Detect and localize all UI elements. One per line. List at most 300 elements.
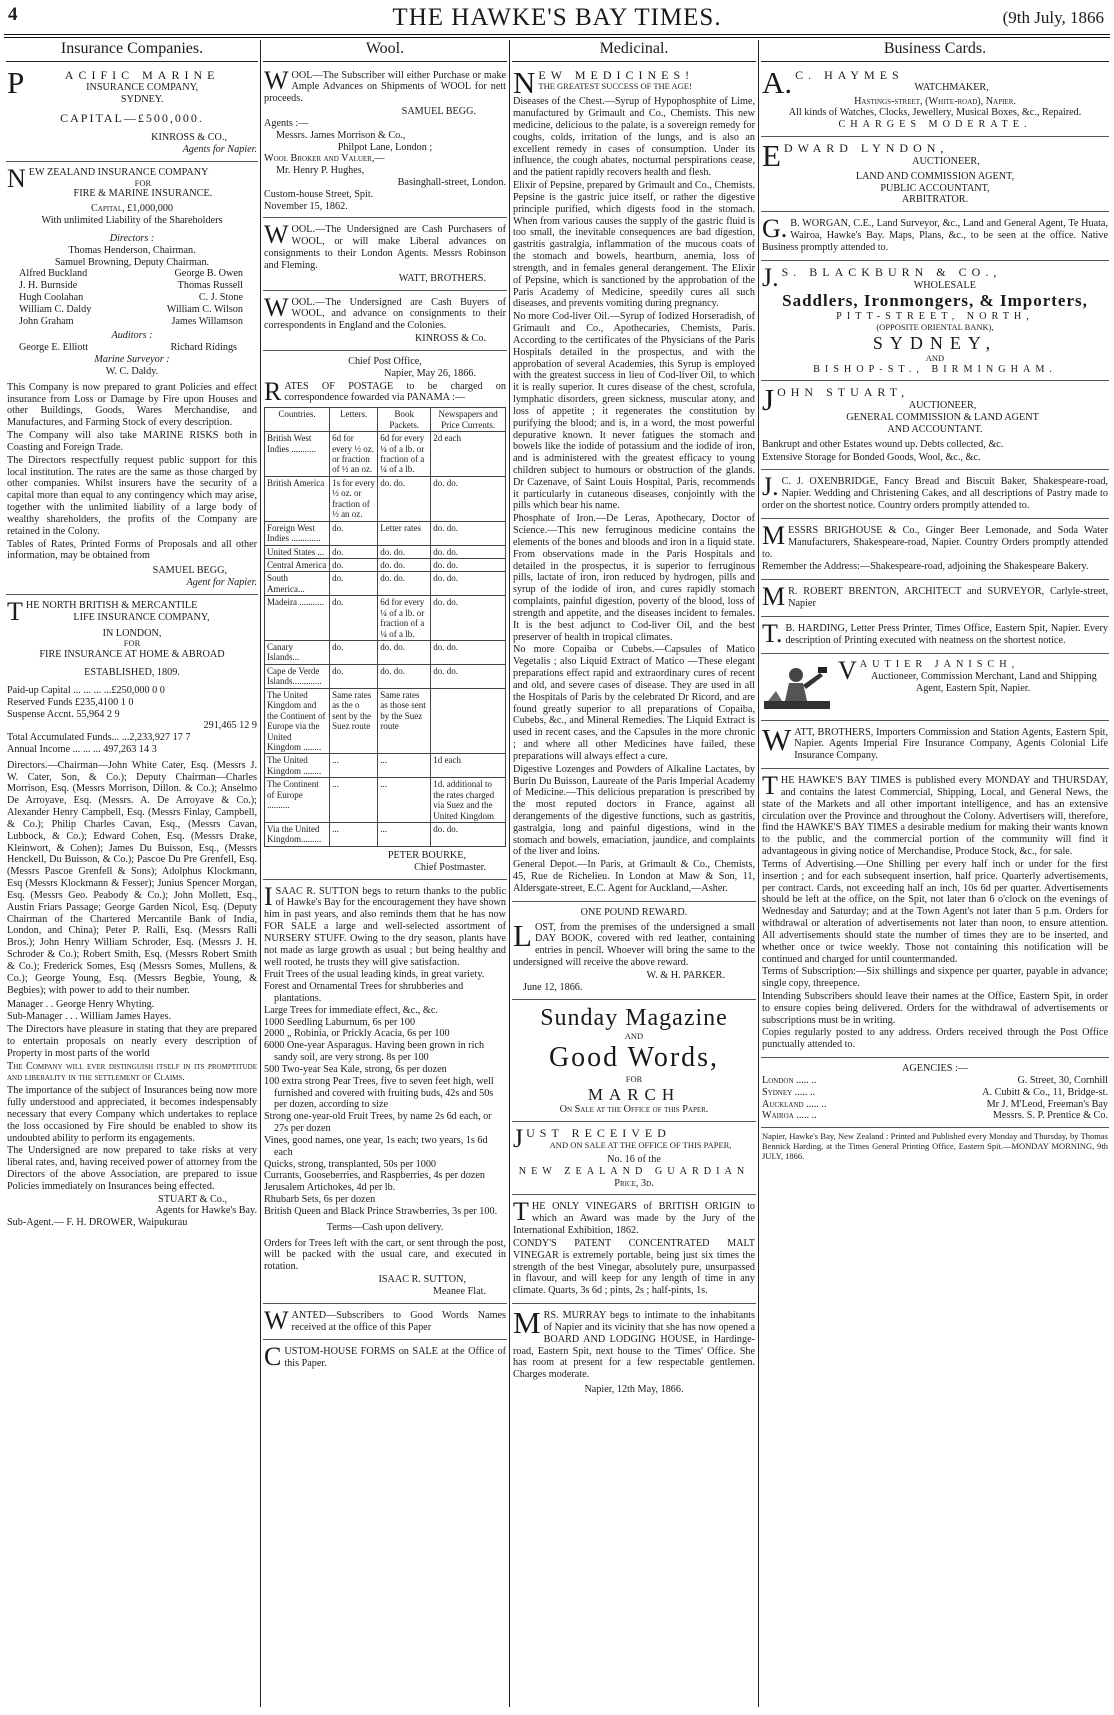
ad-murray-lodging	[512, 1306, 756, 1401]
ad-line: FIRE & MARINE INSURANCE.	[73, 188, 213, 200]
table-row	[265, 558, 506, 571]
table-cell: Madeira ...........	[265, 596, 330, 641]
ad-paragraph: SAAC R. SUTTON begs to return thanks to the public of Hawke's Bay for the encouragement they have shown him in past years, and also reminds them that he has now FOR SALE a large and well-selected assortment of NURSERY STUFF. Owing to the dry season, plants have not made as large growth as usual ; but being healthy and well rooted, he trusts they will give satisfaction.	[264, 885, 506, 968]
list-item: Vines, good names, one year, 1s each; two years, 1s 6d each	[264, 1134, 488, 1158]
table-cell: Letter rates	[378, 521, 431, 545]
drop-cap: J.	[762, 472, 779, 502]
ad-paragraph: Intending Subscribers should leave their names at the Office, Eastern Spit, in order to ensure copies being delivered. Orders for the withdrawal of advertisements or subscriptions must be in writing.	[762, 990, 1108, 1026]
drop-cap: C	[264, 1342, 282, 1372]
ad-paragraph: USTOM-HOUSE FORMS on SALE at the Office of this Paper.	[284, 1346, 506, 1370]
ad-paragraph: Phosphate of Iron.—De Leras, Apothecary, Doctor of Science.—This new ferruginous medicine contains the elements of the bones and bloods and iron in a liquid state. From observations made in the Paris Hospitals and detailed in the prospectus, it is superior to ferruginous pills, lactate of iron, iron reduced by hydrogen, pills and syrup of the iodide of iron, and cures rapidly stomach complaints, painful digestion, poverty of the blood, loss of strength and appetite, and the diseases incident to females. It is the best adjunct to Cod-liver Oil, and the best preserver of health in tropical climates.	[513, 513, 755, 643]
table-cell: Cape de Verde Islands.............	[265, 664, 330, 688]
agency-row	[762, 1075, 1108, 1087]
ad-line: FIRE INSURANCE AT HOME & ABROAD	[39, 649, 225, 661]
director-name: Thomas Russell	[177, 280, 243, 292]
ad-paragraph: OOL—The Subscriber will either Purchase or make Ample Advances on Shipments of WOOL for nett proceeds.	[264, 69, 506, 105]
list-item: Large Trees for immediate effect, &c., &c.	[264, 1004, 438, 1016]
table-cell: ...	[330, 778, 378, 823]
table-row	[265, 754, 506, 778]
list-item: Quicks, strong, transplanted, 50s per 1000	[264, 1158, 437, 1170]
ad-paragraph: B. WORGAN, C.E., Land Surveyor, &c., Land and General Agent, Te Huata, Wairoa, Hawke's Bay. Maps, Plans, &c., to be seen at the office. Native Business promptly attended to.	[762, 218, 1108, 253]
ad-city: SYDNEY,	[872, 332, 998, 353]
section-heading: Insurance Companies.	[6, 40, 258, 62]
ad-paragraph: The Directors respectfully request public support for this local institution. The rates are the same as those charged by other companies. Whilst insurers have the security of a capital more than equal to any contingency which may arise, together with the unlimited liability of a large body of wealthy shareholders, the profits of the Company are retained in the Colony.	[7, 454, 257, 537]
ad-line: Thomas Henderson, Chairman.	[68, 244, 196, 256]
table-cell: 6d for every ¼ of a lb. or fraction of a ¼ of a lb.	[378, 432, 431, 477]
ad-line: All kinds of Watches, Clocks, Jewellery, Musical Boxes, &c., Repaired.	[788, 107, 1082, 119]
ad-line: NEW ZEALAND GUARDIAN	[518, 1165, 750, 1177]
ad-signature: Meanee Flat.	[432, 1285, 486, 1297]
page-header	[0, 0, 1114, 34]
ad-worgan	[761, 214, 1109, 260]
ad-paragraph: HE HAWKE'S BAY TIMES is published every MONDAY and THURSDAY, and contains the latest Commercial, Shipping, Local, and General News, the state of the Markets and all other important intelligence, and has an extensive circulation over the Province and throughout the Colony. Advertisers will, therefore, find the HAWKE'S BAY TIMES a desirable medium for making their wants known to the public, and the commercial portion of the community will find it advantageous in giving notice of Merchandise, Produce Stock, &c., for sale.	[762, 775, 1108, 858]
list-item: 500 Two-year Sea Kale, strong, 6s per dozen	[264, 1063, 447, 1075]
ad-oxenbridge	[761, 472, 1109, 518]
ad-brighouse	[761, 521, 1109, 580]
ad-wool-begg	[263, 66, 507, 219]
table-cell: do. do.	[378, 641, 431, 665]
ad-line: Samuel Browning, Deputy Chairman.	[54, 256, 210, 268]
column-divider	[509, 40, 510, 1707]
table-cell: Via the United Kingdom.........	[265, 823, 330, 847]
agency-agent: A. Cubitt & Co., 11, Bridge-st.	[982, 1086, 1108, 1098]
director-name: Hugh Coolahan	[19, 291, 84, 303]
ad-signature: Agents for Napier.	[182, 143, 257, 155]
ad-line: Chief Post Office,	[348, 355, 422, 367]
table-cell: British West Indies ...........	[265, 432, 330, 477]
finance-line: Total Accumulated Funds... ...2,233,927 17 7	[7, 732, 191, 744]
table-cell: The United Kingdom and the Continent of Europe via the United Kingdom ........	[265, 688, 330, 754]
section-heading: Medicinal.	[512, 40, 756, 62]
ad-postage-rates	[263, 353, 507, 880]
ad-heading: AUTIER JANISCH,	[859, 658, 1020, 670]
ad-paragraph: Auctioneer, Commission Merchant, Land and Shipping Agent, Eastern Spit, Napier.	[871, 671, 1097, 695]
drop-cap: W	[264, 220, 289, 250]
issue-date: (9th July, 1866	[1002, 8, 1104, 27]
ad-line: ESTABLISHED, 1809.	[84, 667, 180, 679]
page-number: 4	[8, 4, 18, 25]
ad-nz-insurance	[6, 164, 258, 595]
ad-line: Price, 3d.	[614, 1177, 654, 1189]
list-item: 1000 Seedling Laburnum, 6s per 100	[264, 1016, 416, 1028]
drop-cap: G.	[762, 214, 788, 244]
director-name: C. J. Stone	[198, 291, 243, 303]
ad-line: Messrs. James Morrison & Co.,	[276, 129, 406, 141]
ad-paragraph: Copies regularly posted to any address. Orders received through the Post Office punctually attended to.	[762, 1027, 1108, 1051]
ad-lyndon	[761, 139, 1109, 212]
ad-signature: ISAAC R. SUTTON,	[378, 1274, 466, 1286]
ad-line: PITT-STREET, NORTH,	[836, 311, 1034, 323]
finance-line: Paid-up Capital ... ... ... ...£250,000 0 0	[7, 684, 165, 696]
header-rule	[4, 34, 1110, 35]
table-cell: do.	[330, 641, 378, 665]
ad-heading: S. BLACKBURN & CO.,	[781, 264, 1002, 279]
table-row	[265, 572, 506, 596]
ad-line: Mr. Henry P. Hughes,	[276, 165, 365, 177]
list-item: Currants, Gooseberries, and Raspberries, 4s per dozen	[264, 1170, 485, 1182]
ad-line: Napier, May 26, 1866.	[384, 367, 476, 379]
ad-signature: Sub-Agent.— F. H. DROWER, Waipukurau	[7, 1217, 188, 1229]
ad-heading: DWARD LYNDON,	[783, 141, 949, 156]
table-row	[265, 664, 506, 688]
table-cell: ...	[378, 823, 431, 847]
director-name: George B. Owen	[174, 268, 243, 280]
table-cell: ...	[378, 778, 431, 823]
table-cell: Same rates as those sent by the Suez route	[378, 688, 431, 754]
ad-paragraph: Directors.—Chairman—John White Cater, Esq. (Messrs J. W. Cater, Son, & Co.); Deputy Chairman—Charles Morrison, Esq. (Messrs Morrison, Dillon. & Co.); Anselmo De Arroyave, Esq. (Messrs. A. De Arroyave & Co.); Alexander Henry Campbell, Esq. (Messrs Finlay, Campbell, & Co.); Philip Charles Cavan, Esq., (Messrs Cavan, Lubbock, & Co.); Edward Cohen, Esq. (Messrs Drake, Kleinwort, & Cohen); James Du Buisson, Esq., (Messrs Henckell, Du Buisson, & Co.); Pascoe Du Pre Grenfell, Esq. (Messrs Pascoe Grenfell & Sons); Adolphus Klockmann, Esq (Messrs Klockmann & Fesser); Junius Spencer Morgan, Esq. (Messrs Geo. Peabody & Co.); John Mollett, Esq., Austin Friars Passage; George Garden Nicol, Esq. (Deputy Chairman of the Chartered Mercantile Bank of India, London, and China); Peter P. Ralli, Esq. (Messrs Ralli Bros.); John Henry William Schroder, Esq. (Messrs J. H. Schroder & Co.); Robert Smith, Esq. (Messrs Robert Smith & Co.); Frederick Somes, Esq (Messrs Somes, Mullens, & Co.); George Young, Esq. (Messrs Begbie, Young, & Begbies); with power to add to their number.	[7, 759, 257, 996]
ad-paragraph: Extensive Storage for Bonded Goods, Wool, &c., &c.	[762, 451, 981, 463]
table-cell: do.	[330, 558, 378, 571]
ad-paragraph: OST, from the premises of the undersigned a small DAY BOOK, covered with red leather, containing entries in pencil. Whoever will bring the same to the undersigned will receive the above reward.	[513, 921, 755, 969]
director-name: Alfred Buckland	[19, 268, 88, 280]
ad-paragraph: Orders for Trees left with the cart, or sent through the post, will be packed with the usual care, and executed in rotation.	[264, 1237, 506, 1273]
newspaper-title: THE HAWKE'S BAY TIMES.	[392, 4, 722, 31]
ad-paragraph: C. J. OXENBRIDGE, Fancy Bread and Biscuit Baker, Shakespeare-road, Napier. Wedding and Christening Cakes, and all descriptions of Pastry made to order on the shortest notice. Country orders promptly attended to.	[762, 476, 1108, 512]
drop-cap: T	[513, 1197, 529, 1227]
table-header: Book Packets.	[378, 408, 431, 432]
ad-line: Philpot Lane, London ;	[337, 141, 433, 153]
ad-vinegar	[512, 1197, 756, 1304]
ad-paragraph: ESSRS BRIGHOUSE & Co., Ginger Beer Lemonade, and Soda Water Manufacturers, Shakespeare-road, Napier. Country Orders promptly attended to.	[762, 524, 1108, 560]
section-heading: Wool.	[263, 40, 507, 62]
ad-wool-watt	[263, 220, 507, 290]
finance-line: Reserved Funds £235,4100 1 0	[7, 696, 134, 708]
ad-signature: Agents for Hawke's Bay.	[155, 1205, 257, 1217]
ad-heading: ACIFIC MARINE	[64, 67, 220, 82]
ad-signature: STUART & Co.,	[158, 1193, 227, 1205]
list-item: 6000 One-year Asparagus. Having been grown in rich sandy soil, are very strong. 8s per 100	[264, 1040, 485, 1064]
ad-paragraph: No more Copaiba or Cubebs.—Capsules of Matico Vegetalis ; also Liquid Extract of Matico —These elegant preparations effect rapid and extraordinary cures of recent and old, and severe cases of disease. They are used in all the Hospitals of Paris by the celebrated Dr Ricord, and are found greatly superior to all preparations of Copaiba, Cubebs, &c., and Mineral Remedies. The Liquid Extract is used in recent cases, and the Capsules in the more chronic ; and where all other Medicines have failed, these preparations will always effect a cure.	[513, 644, 755, 762]
ad-month: MARCH	[587, 1084, 681, 1104]
ad-paragraph: The importance of the subject of Insurances being now more fully understood and appreciated, it becomes indespensably necessary that every Company which undertakes to replace the loss occasioned by Fire should be enabled to show its undoubted ability to perform its engagements.	[7, 1085, 257, 1144]
ad-trade-line: Saddlers, Ironmongers, & Importers,	[782, 291, 1088, 311]
ad-line: W. C. Daldy.	[105, 365, 159, 377]
ad-signature: Agent for Napier.	[186, 577, 257, 589]
table-cell: Central America	[265, 558, 330, 571]
drop-cap: W	[264, 65, 289, 95]
magazine-title: Good Words,	[548, 1042, 720, 1074]
agency-agent: Messrs. S. P. Prentice & Co.	[992, 1110, 1108, 1122]
postage-table-body	[265, 432, 506, 847]
table-cell: do.	[330, 545, 378, 558]
drop-cap: T.	[762, 618, 783, 648]
ad-signature: PETER BOURKE,	[387, 849, 466, 861]
ad-heading: HE NORTH BRITISH & MERCANTILE	[25, 599, 198, 611]
table-cell: do. do.	[431, 664, 506, 688]
table-cell: do.	[330, 572, 378, 596]
list-item: Rhubarb Sets, 6s per dozen	[264, 1194, 376, 1206]
ad-line: AND	[925, 352, 945, 363]
auditor-name: George E. Elliott	[19, 342, 89, 354]
ad-line: IN LONDON,	[102, 627, 162, 639]
ad-wanted	[263, 1306, 507, 1341]
ad-line: WHOLESALE	[913, 279, 976, 291]
ad-pacific-marine	[6, 66, 258, 162]
ad-line: Capital, £1,000,000	[90, 203, 174, 215]
ad-line: THE GREATEST SUCCESS OF THE AGE!	[538, 81, 692, 92]
agency-rows	[762, 1075, 1108, 1122]
director-name: William C. Daldy	[19, 303, 92, 315]
finance-line: Suspense Accnt. 55,964 2 9	[7, 708, 120, 720]
drop-cap: N	[7, 163, 26, 193]
ad-haymes	[761, 66, 1109, 137]
drop-cap: W	[264, 1305, 289, 1335]
nursery-list	[264, 969, 506, 1217]
drop-cap: A.	[762, 64, 793, 100]
ad-blackburn	[761, 263, 1109, 382]
ad-heading: OHN STUART,	[777, 385, 910, 400]
table-cell	[431, 688, 506, 754]
ad-line: FOR	[123, 638, 141, 649]
finance-line: Annual Income ... ... ... 497,263 14 3	[7, 744, 157, 755]
ad-paragraph: ATES OF POSTAGE to be charged on correspondence fowarded via PANAMA :—	[284, 380, 506, 404]
postage-table	[264, 407, 506, 847]
ad-paragraph: No more Cod-liver Oil.—Syrup of Iodized Horseradish, of Grimault and Co., Apothecaries, Chemists, Paris. According to the certificates of the Physicians of the Paris Hospitals detailed in the prospectus, and with the approbation of several Academies, this Syrup is employed with the greatest success in lieu of Cod-liver Oil, to which it is really superior. It cures disease of the chest, scrofula, lymphatic disorders, green sickness, muscular atony, and loss of appetite ; it regenerates the constitution by purifying the blood; and is, in a word, the most powerful depurative known. It never fatigues the stomach and bowels like the iodide of potassium and the iodide of iron, and is administered with the greatest efficacy to young children subject to humours or obstruction of the glands. Dr Cazenave, of Saint Louis Hospital, Paris, recommends it particularly in cutaneous diseases, conjointly with the pills which bear his name.	[513, 311, 755, 512]
table-cell: Canary Islands...	[265, 641, 330, 665]
table-cell: British America	[265, 476, 330, 521]
ad-line: Custom-house Street, Spit.	[264, 188, 374, 200]
drop-cap: J	[762, 382, 775, 418]
ad-paragraph: RS. MURRAY begs to intimate to the inhabitants of Napier and its vicinity that she has now opened a BOARD AND LODGING HOUSE, in Hardinge-road, Eastern Spit, next house to the 'Times' Office. She has room at present for a few respectable gentlemen. Charges moderate.	[513, 1310, 755, 1381]
table-cell: ...	[330, 823, 378, 847]
ad-capital: CAPITAL—£500,000.	[60, 111, 204, 126]
ad-heading: ONE POUND REWARD.	[580, 906, 688, 918]
drop-cap: M	[762, 582, 786, 612]
ad-signature: KINROSS & CO.,	[151, 132, 227, 144]
director-name: William C. Wilson	[166, 303, 243, 315]
ad-line: PUBLIC ACCOUNTANT,	[880, 182, 990, 194]
table-cell: ...	[378, 754, 431, 778]
ad-nz-guardian	[512, 1124, 756, 1195]
ad-line: Basinghall-street, London.	[397, 177, 506, 188]
director-name: James Willamson	[171, 315, 243, 327]
ad-customs-forms	[263, 1342, 507, 1376]
table-cell: 2d each	[431, 432, 506, 477]
agency-agent: G. Street, 30, Cornhill	[1017, 1074, 1108, 1086]
ad-paragraph: Remember the Address:—Shakespeare-road, adjoining the Shakespeare Bakery.	[762, 561, 1089, 573]
ad-paragraph: OOL.—The Undersigned are Cash Buyers of WOOL, and advance on consignments to their correspondents in England and the Colonies.	[264, 296, 506, 332]
ad-signature: Chief Postmaster.	[414, 861, 486, 873]
ad-line: ARBITRATOR.	[901, 194, 969, 206]
ad-north-british	[6, 597, 258, 1234]
drop-cap: W	[264, 292, 289, 322]
drop-cap: J.	[762, 262, 779, 292]
ad-line: SYDNEY.	[120, 94, 164, 106]
ad-line: Napier, 12th May, 1866.	[584, 1384, 684, 1395]
table-row	[265, 688, 506, 754]
ad-line: FOR	[625, 1073, 643, 1084]
list-item: Forest and Ornamental Trees for shrubberies and plantations.	[264, 981, 464, 1004]
table-row	[265, 641, 506, 665]
ad-paragraph: General Depot.—In Paris, at Grimault & Co., Chemists, 45, Rue de Richelieu. In London at Maw & Son, 11, Aldersgate-street, E.C. Agent for Auckland,—Asher.	[513, 859, 755, 894]
table-cell: 1d. additional to the rates charged via Suez and the United Kingdom	[431, 778, 506, 823]
ad-signature: SAMUEL BEGG.	[401, 106, 476, 118]
ad-sutton-nursery	[263, 882, 507, 1304]
ad-line: AND ON SALE AT THE OFFICE OF THIS PAPER,	[549, 1140, 732, 1151]
ad-heading: AGENCIES :—	[902, 1063, 968, 1075]
drop-cap: M	[513, 1305, 541, 1341]
table-row	[265, 778, 506, 823]
table-cell: do. do.	[431, 596, 506, 641]
list-item: Jerusalem Artichokes, 4d per lb.	[264, 1182, 396, 1194]
ad-line: LAND AND COMMISSION AGENT,	[855, 170, 1015, 182]
column-medicinal	[512, 40, 756, 1709]
table-cell: do. do.	[378, 572, 431, 596]
ad-paragraph: Terms of Subscription:—Six shillings and sixpence per quarter, payable in advance; single copy, threepence.	[762, 966, 1108, 990]
drop-cap: L	[513, 917, 532, 953]
ad-line: Agents :—	[264, 117, 309, 129]
ad-line: LIFE INSURANCE COMPANY,	[73, 611, 210, 623]
table-cell: do.	[330, 521, 378, 545]
ad-line: Manager . . George Henry Whyting.	[7, 999, 155, 1011]
ad-heading: UST RECEIVED	[526, 1126, 671, 1141]
ad-harding	[761, 619, 1109, 654]
ad-subheading: Auditors :	[111, 330, 153, 342]
ad-paragraph: Digestive Lozenges and Powders of Alkaline Lactates, by Burin Du Buisson, Laureate of the Paris Imperial Academy of Medicine.—This delicious preparation is prescribed by the most reputed doctors in France, against all derangements of the digestive functions, such as gastritis, gastralgia, long and painful digestions, wind in the stomach and bowels, emaciation, jaundice, and complaints of the liver and loins.	[513, 763, 755, 858]
table-header: Letters.	[330, 408, 378, 432]
table-cell: Same rates as the o sent by the Suez route	[330, 688, 378, 754]
drop-cap: N	[513, 64, 536, 100]
ad-heading: C. HAYMES	[795, 67, 904, 82]
table-row	[265, 596, 506, 641]
ad-line: Terms—Cash upon delivery.	[326, 1221, 444, 1233]
ad-paragraph: The Undersigned are now prepared to take risks at very liberal rates, and, having received power of attorney from the Directors of the above Association, are prepared to issue Policies immediately on Insurances being effected.	[7, 1145, 257, 1192]
printer-imprint: Napier, Hawke's Bay, New Zealand : Printed and Published every Monday and Thursday, by Thomas Bennick Harding, at the Times General Printing Office, Eastern Spit.—MONDAY MORNING, 9th JULY, 1866.	[762, 1131, 1108, 1161]
list-item: Fruit Trees of the usual leading kinds, in great variety.	[264, 969, 485, 981]
ad-paragraph: ATT, BROTHERS, Importers Commission and Station Agents, Eastern Spit, Napier. Agents Imperial Fire Insurance Company, Agents Colonial Life Insurance Company.	[794, 726, 1108, 762]
ad-line: AUCTIONEER,	[908, 400, 977, 412]
ad-paragraph: CONDY'S PATENT CONCENTRATED MALT VINEGAR is extremely portable, being just six times the strength of the best Vinegar, absolutely pure, unsurpassed in flavour, and will keep for any length of time in any climate. Quarts, 3s 6d ; pints, 2s ; half-pints, 1s.	[513, 1237, 755, 1297]
ad-new-medicines	[512, 66, 756, 902]
director-name: J. H. Burnside	[19, 280, 78, 292]
table-row	[265, 521, 506, 545]
header-rule-2	[4, 37, 1110, 38]
table-row	[265, 432, 506, 477]
finance-line: 291,465 12 9	[203, 720, 257, 732]
ad-line: AND ACCOUNTANT.	[887, 424, 983, 435]
table-cell: do. do.	[431, 558, 506, 571]
ad-signature: KINROSS & Co.	[414, 333, 486, 345]
drop-cap: T	[762, 771, 778, 801]
ad-signature: WATT, BROTHERS.	[398, 272, 486, 284]
list-item: 2000 „ Robinia, or Prickly Acacia, 6s per 100	[264, 1028, 450, 1040]
drop-cap: W	[762, 721, 792, 757]
ad-line: WATCHMAKER,	[914, 82, 989, 94]
drop-cap: V	[838, 655, 857, 685]
table-cell: do. do.	[431, 823, 506, 847]
ad-brenton	[761, 582, 1109, 617]
table-cell: South America...	[265, 572, 330, 596]
agency-row	[762, 1099, 1108, 1111]
section-heading: Business Cards.	[761, 40, 1109, 62]
table-header: Countries.	[265, 408, 330, 432]
table-cell: 6d for every ½ oz. or fraction of ½ an oz.	[330, 432, 378, 477]
ad-line: June 12, 1866.	[523, 981, 583, 993]
ad-line: INSURANCE COMPANY,	[86, 82, 199, 94]
ad-line: BISHOP-ST., BIRMINGHAM.	[813, 363, 1057, 375]
ad-paragraph: ANTED—Subscribers to Good Words Names received at the office of this Paper	[291, 1309, 506, 1333]
table-cell: do. do.	[431, 641, 506, 665]
ad-sunday-magazine	[512, 1002, 756, 1123]
table-row	[265, 545, 506, 558]
agency-place: Wairoa ..... ..	[762, 1110, 817, 1122]
ad-line: With unlimited Liability of the Shareholders	[41, 215, 223, 227]
column-divider	[260, 40, 261, 1707]
column-business-cards	[761, 40, 1109, 1709]
table-cell: do. do.	[431, 545, 506, 558]
agency-place: London ..... ..	[762, 1074, 817, 1086]
ad-paragraph: R. ROBERT BRENTON, ARCHITECT and SURVEYOR, Carlyle-street, Napier	[788, 586, 1108, 610]
ad-line: Wool Broker and Valuer,—	[264, 153, 385, 165]
ad-line: CHARGES MODERATE.	[838, 119, 1032, 131]
agency-agent: Mr J. M'Leod, Freeman's Bay	[986, 1098, 1108, 1110]
list-item: British Queen and Black Prince Strawberries, 3s per 100.	[264, 1205, 498, 1217]
table-cell: do.	[330, 664, 378, 688]
drop-cap: P	[7, 64, 25, 100]
ad-paragraph: Bankrupt and other Estates wound up. Debts collected, &c.	[762, 438, 1004, 450]
ad-heading: EW MEDICINES!	[538, 67, 695, 82]
column-insurance	[6, 40, 258, 1709]
ad-paragraph: This Company is now prepared to grant Policies and effect insurance from Loss or Damage by Fire upon Houses and other Buildings, Goods, Wares Merchandise, and Manufactures, and Farming Stock of every description.	[7, 381, 257, 429]
ad-line: FOR	[134, 177, 152, 188]
ad-paragraph: Tables of Rates, Printed Forms of Proposals and all other information, may be obtained from	[7, 538, 257, 562]
ad-paragraph: B. HARDING, Letter Press Printer, Times Office, Eastern Spit, Napier. Every description of Printing executed with neatness on the shortest notice.	[785, 622, 1108, 646]
director-name: John Graham	[19, 315, 74, 327]
ad-signature: W. & H. PARKER.	[646, 969, 725, 981]
table-cell: do. do.	[378, 664, 431, 688]
ad-janisch	[761, 656, 1109, 721]
ad-line: November 15, 1862.	[264, 200, 348, 212]
table-cell: 6d for every ¼ of a lb. or fraction of a ¼ of a lb.	[378, 596, 431, 641]
ad-heading: EW ZEALAND INSURANCE COMPANY	[28, 166, 209, 178]
ad-paragraph: Terms of Advertising.—One Shilling per every half inch or under for the first insertion ; and for each subsequent insertion, half price. Quarterly advertisements, per contract. Cards, not exceeding half an inch, 10s 6d per quarter. Advertisements should be left at the office, on the Spit, not later than 6 o'clock on the evenings of Wednesday and Saturday; and at the Town Agent's not later than 5 p.m. Orders for withdrawal or alteration of advertisements not later than noon, to ensure attention. All advertisements should state the number of times they are to be inserted, and whether once or twice weekly. Those not containing this notification will be continued and charged for until countermanded.	[762, 858, 1108, 965]
ad-line: GENERAL COMMISSION & LAND AGENT	[846, 412, 1039, 424]
table-cell: do. do.	[431, 476, 506, 521]
table-cell: The Continent of Europe ..........	[265, 778, 330, 823]
drop-cap: E	[762, 138, 781, 174]
ad-subheading: Marine Surveyor :	[94, 354, 170, 366]
ad-line: On Sale at the Office of this Paper.	[559, 1104, 709, 1116]
table-cell: do. do.	[378, 545, 431, 558]
ad-line: No. 16 of the	[607, 1153, 661, 1165]
table-row	[265, 823, 506, 847]
ad-watt-brothers	[761, 723, 1109, 769]
list-item: 100 extra strong Pear Trees, five to seven feet high, well furnished and covered with fruiting buds, 42s and 50s per dozen, according to size	[264, 1075, 494, 1111]
ad-paragraph: The Company will also take MARINE RISKS both in Coasting and Foreign Trade.	[7, 430, 257, 453]
list-item: Strong one-year-old Fruit Trees, by name 2s 6d each, or 27s per dozen	[264, 1111, 492, 1135]
ad-paragraph: The Company will ever distinguish itself in its promptitude and liberality in the settlement of Claims.	[7, 1060, 257, 1084]
agency-place: Sydney ..... ..	[762, 1086, 816, 1098]
agencies-list	[761, 1060, 1109, 1128]
ad-line: Hastings-street, (White-road), Napier.	[854, 95, 1016, 107]
agency-row	[762, 1110, 1108, 1122]
table-cell: do. do.	[431, 521, 506, 545]
table-cell: ...	[330, 754, 378, 778]
agency-place: Auckland ..... ..	[762, 1098, 827, 1110]
table-header: Newspapers and Price Currents.	[431, 408, 506, 432]
ad-times-terms	[761, 771, 1109, 1058]
ad-wool-kinross	[263, 293, 507, 351]
table-cell: 1s for every ½ oz. or fraction of ½ an oz.	[330, 476, 378, 521]
table-cell: do.	[330, 596, 378, 641]
ad-line: Sub-Manager . . . William James Hayes.	[7, 1011, 172, 1023]
table-cell: do. do.	[431, 572, 506, 596]
ad-john-stuart	[761, 383, 1109, 470]
ad-subheading: Directors :	[109, 232, 155, 244]
drop-cap: M	[762, 520, 786, 550]
table-cell: The United Kingdom ........	[265, 754, 330, 778]
drop-cap: J	[513, 1124, 524, 1154]
